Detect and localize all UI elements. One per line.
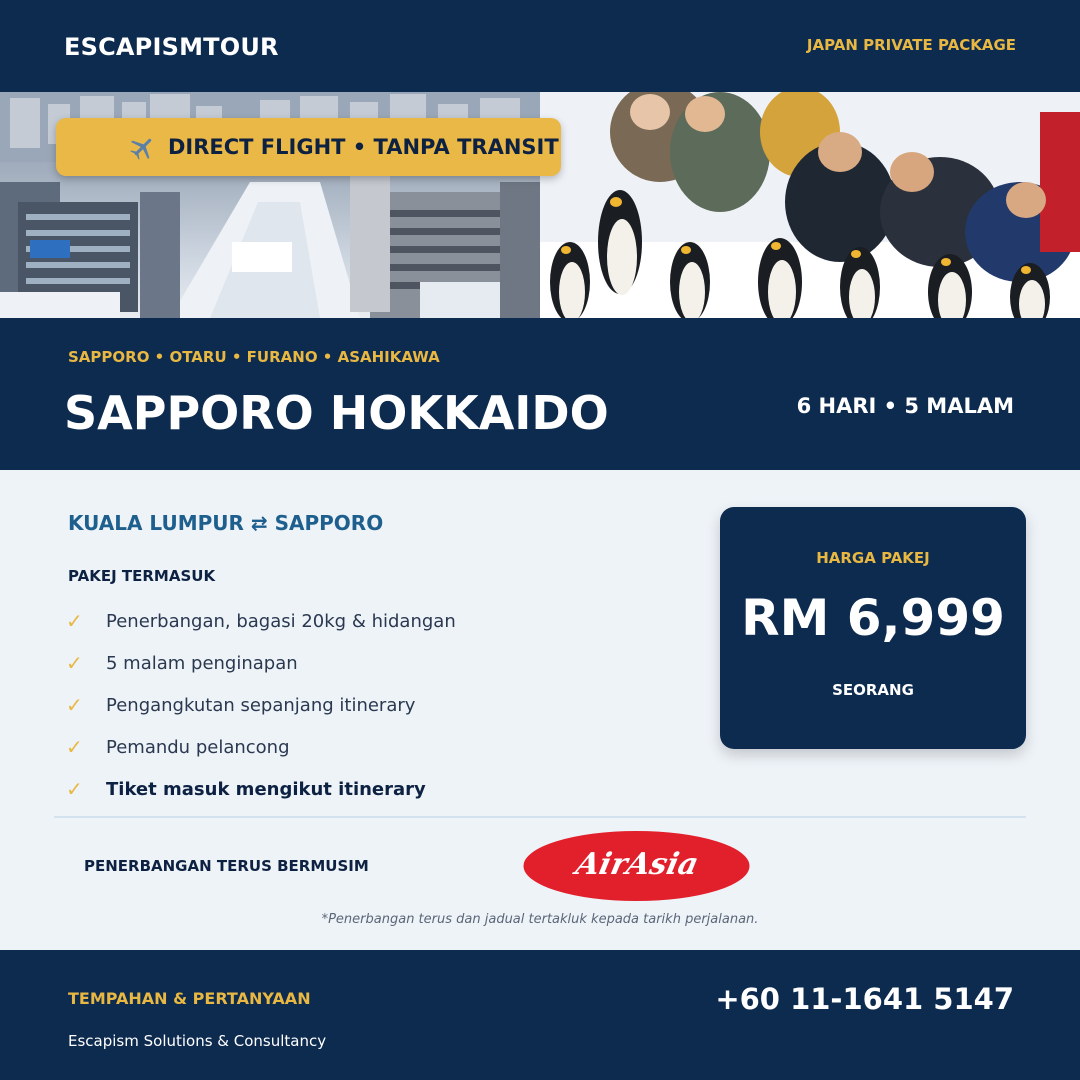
include-text: 5 malam penginapan bbox=[106, 652, 298, 674]
disclaimer-text: *Penerbangan terus dan jadual tertakluk kepada tarikh perjalanan. bbox=[321, 912, 759, 927]
brand-name: ESCAPISMTOUR bbox=[64, 33, 279, 61]
company-name: Escapism Solutions & Consultancy bbox=[68, 1032, 327, 1050]
header-bar bbox=[0, 0, 1080, 92]
seasonal-flight-label: PENERBANGAN TERUS BERMUSIM bbox=[84, 857, 369, 875]
include-text: Tiket masuk mengikut itinerary bbox=[106, 778, 426, 800]
includes-heading: PAKEJ TERMASUK bbox=[68, 567, 216, 585]
include-text: Penerbangan, bagasi 20kg & hidangan bbox=[106, 610, 456, 632]
price-card bbox=[720, 507, 1026, 749]
check-icon: ✓ bbox=[66, 693, 83, 717]
price-label: HARGA PAKEJ bbox=[816, 549, 930, 567]
check-icon: ✓ bbox=[66, 777, 83, 801]
package-price: RM 6,999 bbox=[741, 589, 1005, 647]
include-text: Pemandu pelancong bbox=[106, 736, 290, 758]
list-item bbox=[66, 768, 456, 810]
package-label: JAPAN PRIVATE PACKAGE bbox=[806, 36, 1016, 54]
page-title: SAPPORO HOKKAIDO bbox=[64, 386, 609, 440]
airplane-icon bbox=[130, 134, 156, 160]
penguin-parade-photo bbox=[540, 92, 1080, 318]
disclaimer-note bbox=[0, 912, 1080, 927]
list-item bbox=[66, 684, 456, 726]
city-list: SAPPORO • OTARU • FURANO • ASAHIKAWA bbox=[68, 348, 440, 366]
includes-list bbox=[66, 600, 456, 810]
airasia-logo-text: AirAsia bbox=[572, 847, 702, 882]
price-per-person: SEORANG bbox=[832, 681, 914, 699]
footer-bar bbox=[0, 950, 1080, 1080]
check-icon: ✓ bbox=[66, 735, 83, 759]
direct-flight-badge bbox=[56, 118, 561, 176]
penguin-parade-illustration bbox=[540, 92, 1080, 318]
check-icon: ✓ bbox=[66, 651, 83, 675]
title-band bbox=[0, 318, 1080, 470]
list-item bbox=[66, 600, 456, 642]
include-text: Pengangkutan sepanjang itinerary bbox=[106, 694, 416, 716]
booking-heading: TEMPAHAN & PERTANYAAN bbox=[68, 989, 311, 1008]
direct-flight-label: DIRECT FLIGHT • TANPA TRANSIT bbox=[168, 135, 559, 159]
section-divider bbox=[54, 816, 1026, 818]
list-item bbox=[66, 642, 456, 684]
trip-duration: 6 HARI • 5 MALAM bbox=[796, 394, 1014, 418]
list-item bbox=[66, 726, 456, 768]
contact-phone[interactable]: +60 11-1641 5147 bbox=[715, 982, 1014, 1016]
airasia-logo bbox=[523, 830, 750, 902]
flight-route: KUALA LUMPUR ⇄ SAPPORO bbox=[68, 511, 384, 535]
check-icon: ✓ bbox=[66, 609, 83, 633]
